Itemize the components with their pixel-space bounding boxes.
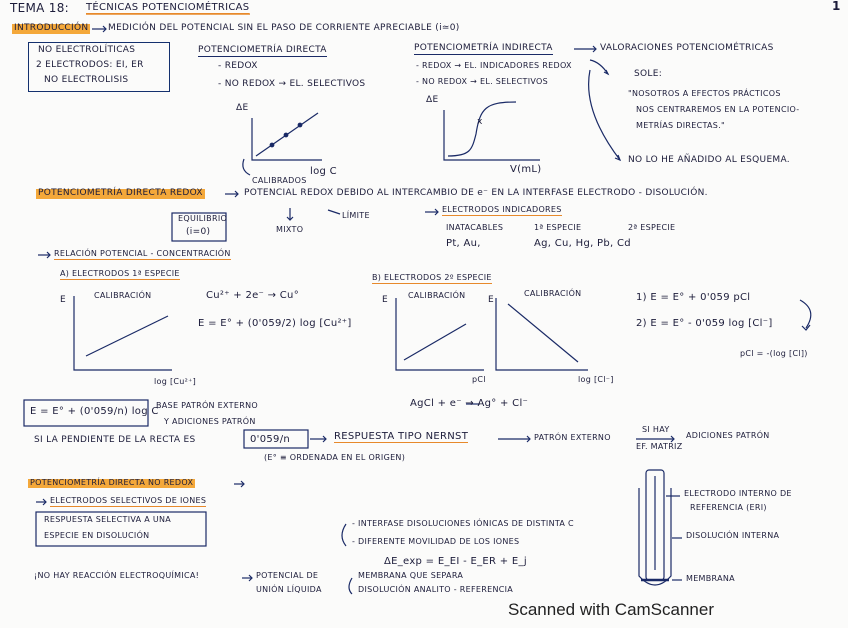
graph-a-line — [86, 316, 168, 356]
electrode-label-4: MEMBRANA — [686, 574, 735, 583]
quote-line-2: NOS CENTRAREMOS EN LA POTENCIO- — [636, 105, 800, 114]
direct-x-label: log C — [310, 166, 337, 177]
graph-b-eq-1: 1) E = E° + 0'059 pCl — [636, 292, 751, 303]
slope-text: SI LA PENDIENTE DE LA RECTA ES — [34, 435, 196, 445]
mixto-label: MIXTO — [276, 225, 304, 234]
inatacables-label: INATACABLES — [446, 223, 504, 232]
redox-text: POTENCIAL REDOX DEBIDO AL INTERCAMBIO DE e⁻ EN LA INTERFASE ELECTRODO - DISOLUCIÓN. — [244, 188, 708, 198]
no-redox-sub: ELECTRODOS SELECTIVOS DE IONES — [50, 496, 207, 505]
indirect-arrow-text: VALORACIONES POTENCIOMÉTRICAS — [600, 43, 774, 53]
indirect-title: POTENCIOMETRÍA INDIRECTA — [414, 43, 553, 53]
pcl-definition: pCl = -(log [Cl]) — [740, 349, 808, 358]
graph-b2-line — [508, 304, 578, 362]
primera-especie-label: 1ª ESPECIE — [534, 223, 582, 232]
not-added-note: NO LO HE AÑADIDO AL ESQUEMA. — [628, 155, 790, 165]
direct-graph-axes — [252, 118, 322, 160]
intro-box-line-1: NO ELECTROLÍTICAS — [38, 45, 136, 55]
quote-line-1: "NOSOTROS A EFECTOS PRÁCTICOS — [628, 89, 781, 98]
indirect-y-label: ΔE — [426, 95, 439, 105]
sole-label: SOLE: — [634, 69, 663, 79]
no-redox-label: POTENCIOMETRÍA DIRECTA NO REDOX — [30, 478, 194, 487]
electrodos-title: ELECTRODOS INDICADORES — [442, 205, 562, 214]
primera-especie-examples: Ag, Cu, Hg, Pb, Cd — [534, 238, 631, 249]
potencial-union-1: POTENCIAL DE — [256, 571, 319, 580]
no-redox-box-line-2: ESPECIE EN DISOLUCIÓN — [44, 531, 150, 540]
electrode-label-2: REFERENCIA (ERI) — [690, 503, 767, 512]
intro-box-line-3: NO ELECTROLISIS — [44, 75, 129, 85]
indirect-point-mark: x — [477, 117, 483, 127]
no-redox-bullet-1: - INTERFASE DISOLUCIONES IÓNICAS DE DISTINTA C — [352, 519, 574, 528]
intro-text: MEDICIÓN DEL POTENCIAL SIN EL PASO DE CORRIENTE APRECIABLE (i≃0) — [108, 23, 460, 33]
graph-b1-axes — [396, 298, 484, 370]
equilibrio-line-1: EQUILIBRIO — [178, 214, 228, 223]
membrana-note-2: DISOLUCIÓN ANALITO - REFERENCIA — [358, 585, 514, 594]
graph-b-reaction: AgCl + e⁻ → Ag° + Cl⁻ — [410, 398, 529, 409]
nernst-note-2: Y ADICIONES PATRÓN — [164, 417, 256, 426]
direct-y-label: ΔE — [236, 103, 249, 113]
membrana-note-1: MEMBRANA QUE SEPARA — [358, 571, 464, 580]
slope-value: 0'059/n — [250, 434, 291, 445]
titration-curve — [448, 102, 516, 156]
graph-b1-line — [404, 324, 466, 360]
graph-a-equation: E = E° + (0'059/2) log [Cu²⁺] — [198, 318, 352, 329]
page-title: TÉCNICAS POTENCIOMÉTRICAS — [86, 2, 250, 13]
nernst-note-1: BASE PATRÓN EXTERNO — [156, 401, 258, 410]
no-reaccion-note: ¡NO HAY REACCIÓN ELECTROQUÍMICA! — [34, 571, 200, 580]
inatacables-examples: Pt, Au, — [446, 238, 481, 249]
electrode-label-3: DISOLUCIÓN INTERNA — [686, 531, 780, 540]
ordenada-note: (E° ≡ ORDENADA EN EL ORIGEN) — [264, 453, 406, 462]
graph-a-caption: CALIBRACIÓN — [94, 291, 152, 300]
segunda-especie-label: 2ª ESPECIE — [628, 223, 676, 232]
graph-b2-x-label: log [Cl⁻] — [578, 375, 614, 384]
camscanner-watermark: Scanned with CamScanner — [508, 600, 715, 619]
ef-matriz: EF. MATRIZ — [636, 442, 683, 451]
graph-b2-y-label: E — [488, 295, 494, 305]
electrode-label-1: ELECTRODO INTERNO DE — [684, 489, 792, 498]
no-redox-bullet-2: - DIFERENTE MOVILIDAD DE LOS IONES — [352, 537, 520, 546]
indirect-x-label: V(mL) — [510, 164, 542, 175]
indirect-item-1: - REDOX → EL. INDICADORES REDOX — [416, 61, 572, 70]
graph-b-caption-1: CALIBRACIÓN — [408, 291, 466, 300]
si-hay: SI HAY — [642, 425, 670, 434]
graph-a-axes — [74, 296, 172, 370]
graph-a-y-label: E — [60, 295, 66, 305]
graph-b-eq-2: 2) E = E° - 0'059 log [Cl⁻] — [636, 318, 773, 329]
graph-a-x-label: log [Cu²⁺] — [154, 377, 197, 386]
intro-label: INTRODUCCIÓN — [14, 23, 89, 33]
indirect-graph-axes — [444, 110, 540, 160]
adiciones-patron: ADICIONES PATRÓN — [686, 431, 770, 440]
equilibrio-line-2: (i=0) — [186, 227, 211, 237]
delta-e-equation: ΔE_exp = E_EI - E_ER + E_j — [384, 556, 527, 567]
nernst-formula: E = E° + (0'059/n) log C — [30, 406, 159, 417]
graph-b-title: B) ELECTRODOS 2º ESPECIE — [372, 273, 492, 282]
indirect-item-2: - NO REDOX → EL. SELECTIVOS — [416, 77, 548, 86]
graph-b1-y-label: E — [382, 295, 388, 305]
intro-box-line-2: 2 ELECTRODOS: EI, ER — [36, 60, 144, 70]
direct-note: CALIBRADOS — [252, 176, 307, 185]
direct-title: POTENCIOMETRÍA DIRECTA — [198, 45, 327, 55]
quote-line-3: METRÍAS DIRECTAS." — [636, 121, 726, 130]
page-number: 1 — [832, 0, 841, 13]
redox-label: POTENCIOMETRÍA DIRECTA REDOX — [38, 188, 203, 198]
nernst-response: RESPUESTA TIPO NERNST — [334, 431, 469, 442]
patron-externo: PATRÓN EXTERNO — [534, 433, 611, 442]
graph-b-caption-2: CALIBRACIÓN — [524, 289, 582, 298]
ion-selective-electrode-drawing — [639, 470, 682, 585]
no-redox-box-line-1: RESPUESTA SELECTIVA A UNA — [44, 515, 172, 524]
graph-a-reaction: Cu²⁺ + 2e⁻ → Cu° — [206, 290, 299, 301]
relacion-label: RELACIÓN POTENCIAL - CONCENTRACIÓN — [54, 249, 231, 258]
graph-a-title: A) ELECTRODOS 1ª ESPECIE — [60, 269, 180, 278]
limite-label: LÍMITE — [342, 211, 370, 220]
direct-item-2: - NO REDOX → EL. SELECTIVOS — [218, 79, 366, 89]
tema-label: TEMA 18: — [10, 1, 70, 15]
direct-item-1: - REDOX — [218, 61, 258, 71]
potencial-union-2: UNIÓN LÍQUIDA — [256, 585, 322, 594]
graph-b1-x-label: pCl — [472, 375, 486, 384]
